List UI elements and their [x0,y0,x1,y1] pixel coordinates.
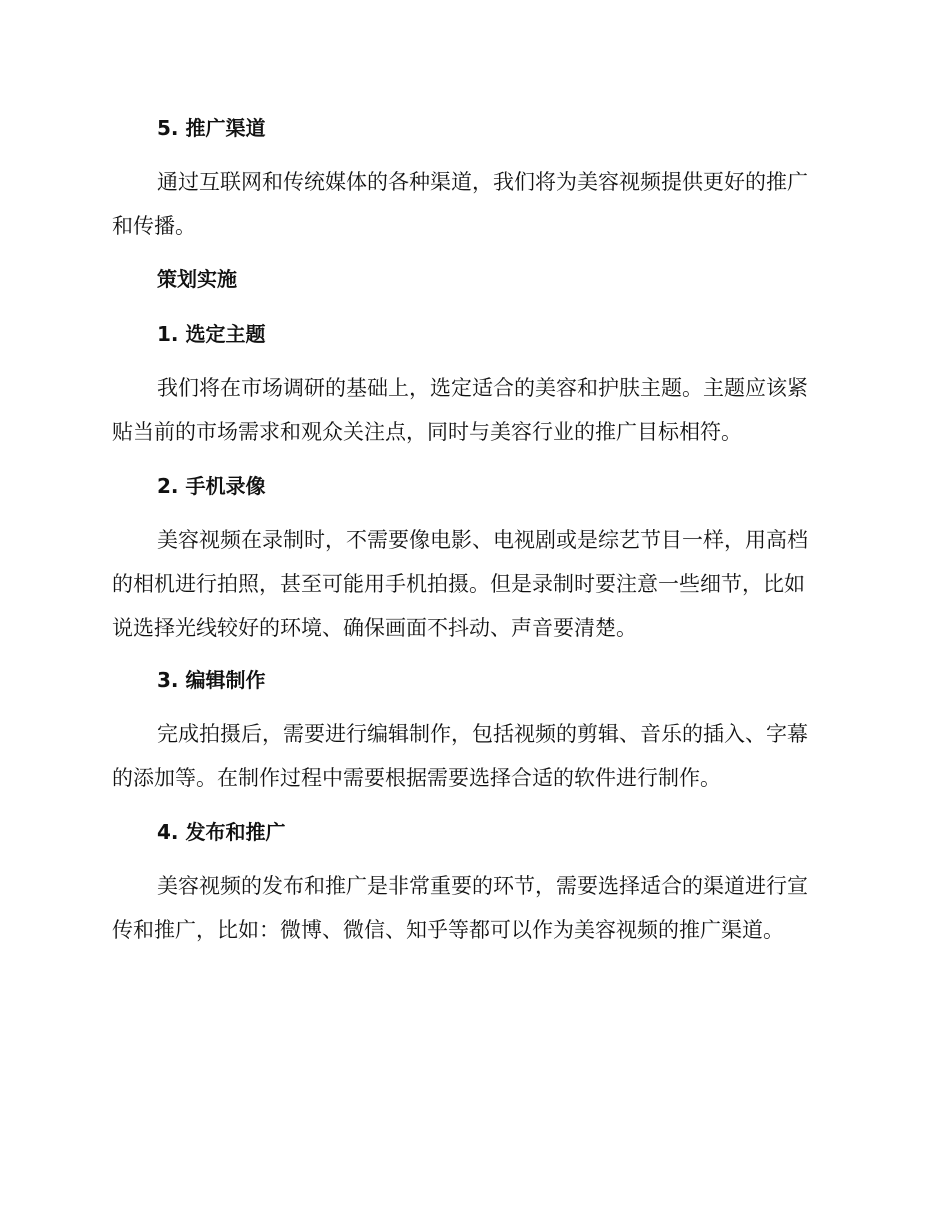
implementation-heading: 策划实施 [157,267,237,291]
paragraph-line: 和传播。 [112,214,196,238]
step-2-paragraph [112,518,832,650]
paragraph-line: 说选择光线较好的环境、确保画面不抖动、声音要清楚。 [112,616,637,640]
paragraph-line: 美容视频在录制时，不需要像电影、电视剧或是综艺节目一样，用高档 [157,528,808,552]
paragraph-line: 传和推广，比如：微博、微信、知乎等都可以作为美容视频的推广渠道。 [112,918,784,942]
paragraph-line: 完成拍摄后，需要进行编辑制作，包括视频的剪辑、音乐的插入、字幕 [157,722,808,746]
paragraph-line: 我们将在市场调研的基础上，选定适合的美容和护肤主题。主题应该紧 [157,376,808,400]
step-3-heading: 3. 编辑制作 [157,668,266,692]
step-4-heading: 4. 发布和推广 [157,820,286,844]
paragraph-line: 的相机进行拍照，甚至可能用手机拍摄。但是录制时要注意一些细节，比如 [112,572,805,596]
step-1-heading: 1. 选定主题 [157,322,266,346]
step-2-heading: 2. 手机录像 [157,474,266,498]
step-3-paragraph [112,712,832,800]
step-1-paragraph [112,366,832,454]
paragraph-line: 通过互联网和传统媒体的各种渠道，我们将为美容视频提供更好的推广 [157,170,808,194]
paragraph-line: 贴当前的市场需求和观众关注点，同时与美容行业的推广目标相符。 [112,420,742,444]
step-4-paragraph [112,864,832,952]
paragraph-line: 美容视频的发布和推广是非常重要的环节，需要选择适合的渠道进行宣 [157,874,808,898]
paragraph-line: 的添加等。在制作过程中需要根据需要选择合适的软件进行制作。 [112,766,721,790]
section-5-paragraph [112,160,832,248]
section-5-heading: 5. 推广渠道 [157,116,266,140]
